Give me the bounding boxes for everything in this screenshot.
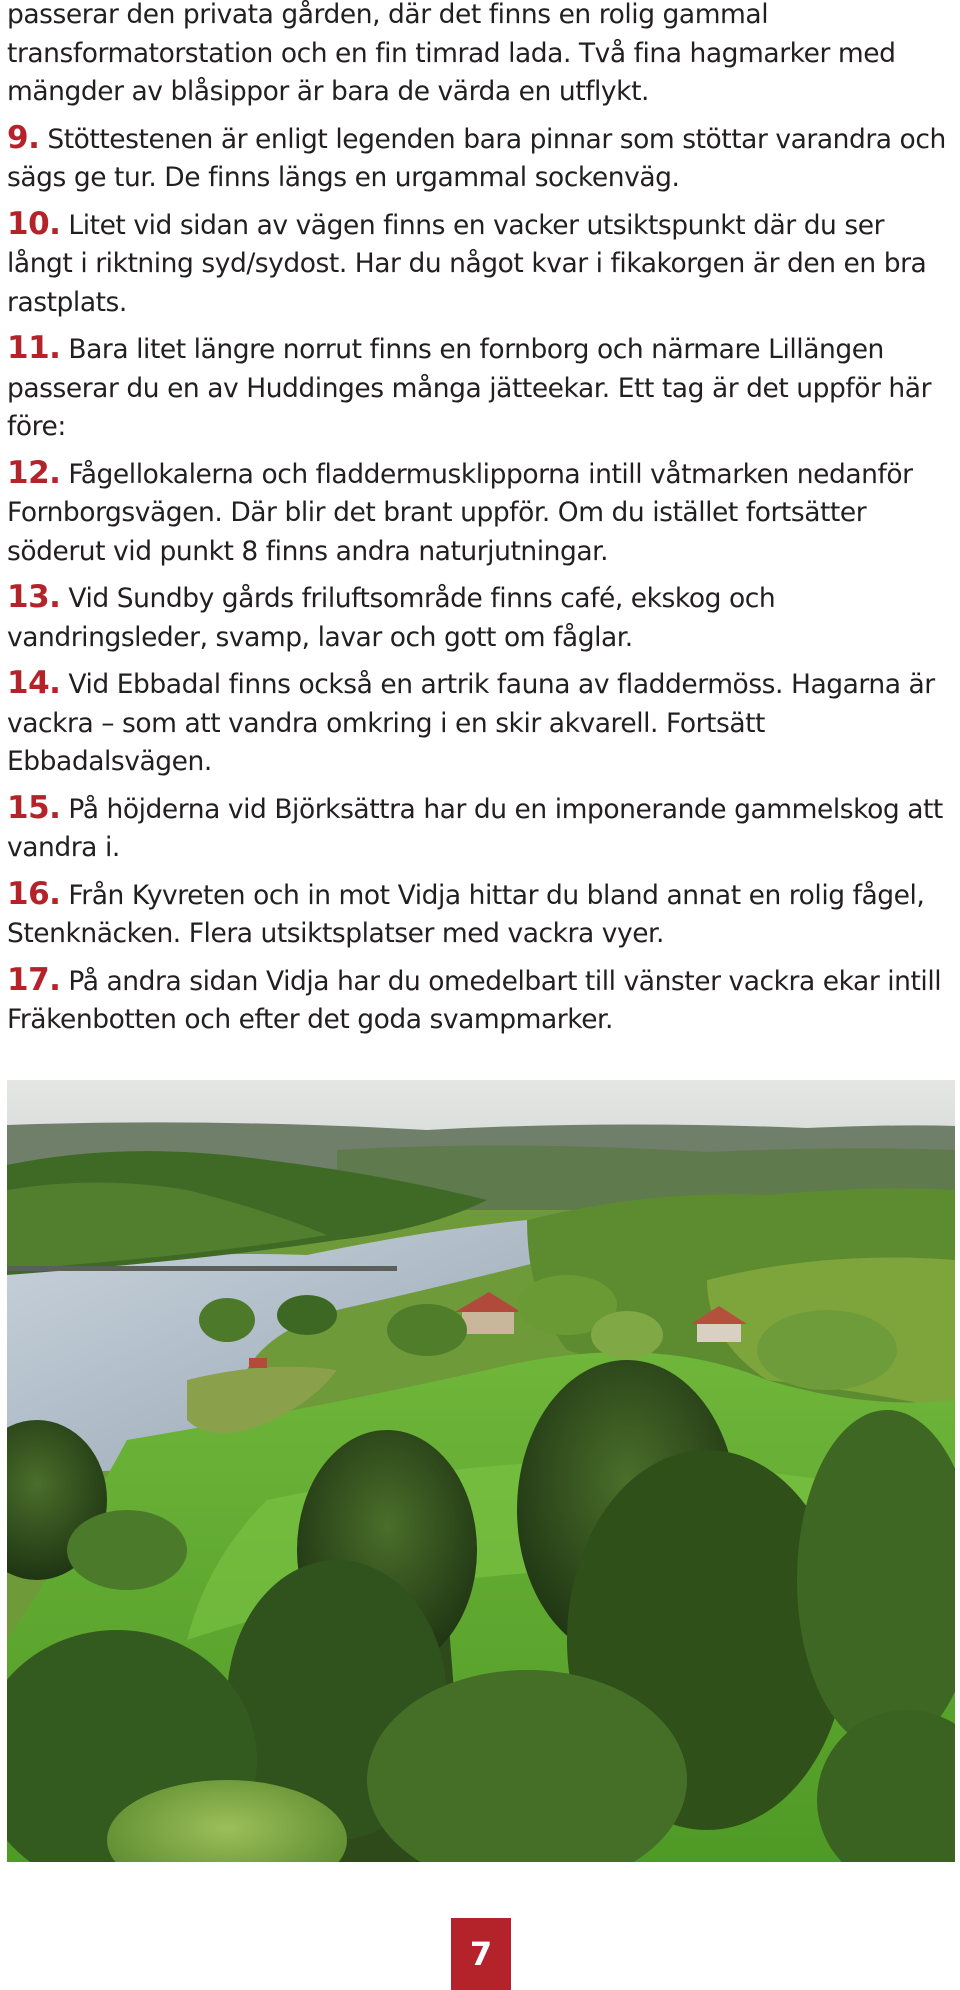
list-item (7, 454, 955, 572)
item-number: 16. (7, 875, 61, 912)
item-text: Litet vid sidan av vägen finns en vacker utsiktspunkt där du ser långt i riktning syd/sydost. Har du något kvar i fikakorgen är den en bra rastplats. (7, 209, 927, 318)
page-number: 7 (451, 1918, 511, 1990)
item-number: 10. (7, 205, 61, 242)
item-text: Fågellokalerna och fladdermusklipporna intill våtmarken nedanför Fornborgsvägen. Där blir det brant uppför. Om du istället fortsätter söderut vid punkt 8 finns andra naturjutningar. (7, 458, 913, 567)
item-text: Vid Sundby gårds friluftsområde finns café, ekskog och vandringsleder, svamp, lavar och gott om fåglar. (7, 583, 776, 653)
list-item (7, 664, 955, 782)
article-text (7, 0, 955, 1047)
landscape-photo (7, 1080, 955, 1862)
item-text: Bara litet längre norrut finns en fornborg och närmare Lillängen passerar du en av Huddinges många jätteekar. Ett tag är det uppför här före: (7, 334, 932, 442)
item-text: Stöttestenen är enligt legenden bara pinnar som stöttar varandra och sägs ge tur. De finns längs en urgammal sockenväg. (7, 123, 946, 193)
intro-paragraph: passerar den privata gården, där det finns en rolig gammal transformatorstation och en fin timrad lada. Två fina hagmarker med mängder av blåsippor är bara de värda en utflykt. (7, 0, 896, 107)
item-number: 12. (7, 454, 61, 491)
list-item (7, 875, 955, 954)
item-text: Från Kyvreten och in mot Vidja hittar du bland annat en rolig fågel, Stenknäcken. Flera utsiktsplatser med vackra vyer. (7, 879, 925, 949)
item-number: 9. (7, 119, 40, 156)
item-number: 17. (7, 961, 61, 998)
list-item (7, 329, 955, 447)
item-number: 14. (7, 665, 61, 701)
item-number: 11. (7, 330, 61, 366)
list-item (7, 578, 955, 657)
item-number: 13. (7, 579, 61, 615)
item-text: På höjderna vid Björksättra har du en imponerande gammelskog att vandra i. (7, 793, 943, 863)
list-item (7, 119, 955, 198)
list-item (7, 789, 955, 868)
list-item (7, 961, 955, 1040)
item-number: 15. (7, 789, 61, 826)
list-item (7, 205, 955, 323)
item-text: På andra sidan Vidja har du omedelbart till vänster vackra ekar intill Fräkenbotten och efter det goda svampmarker. (7, 965, 942, 1035)
item-text: Vid Ebbadal finns också en artrik fauna av fladdermöss. Hagarna är vackra – som att vandra omkring i en skir akvarell. Fortsätt Ebbadalsvägen. (7, 669, 935, 777)
